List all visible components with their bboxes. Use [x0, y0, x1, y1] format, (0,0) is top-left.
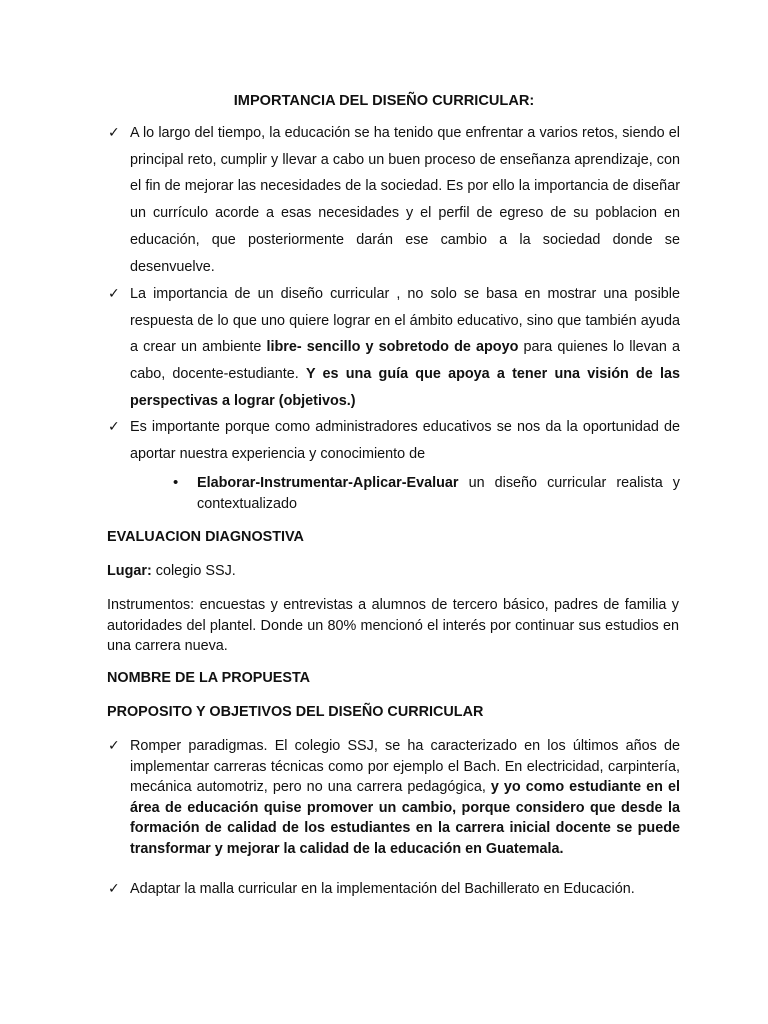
importance-item-2 — [108, 281, 680, 415]
place-label: Lugar: — [107, 563, 152, 579]
importance-item-1 — [108, 120, 680, 280]
importance-item-2-bold-b: Y es una guía que apoya a tener una visión de las perspectivas a lograr (objetivos.) — [130, 366, 680, 409]
checkmark-icon: ✓ — [108, 419, 120, 435]
importance-item-2-bold-a: libre- sencillo y sobretodo de apoyo — [266, 339, 519, 356]
importance-item-2-text-a: La importancia de un diseño curricular , no solo se basa en mostrar una posible respuesta de lo que uno quiere lograr en el ámbito educativo, sino que también ayuda a crear un ambiente — [130, 286, 680, 356]
place-value: colegio SSJ. — [151, 563, 236, 579]
checkmark-icon: ✓ — [108, 738, 120, 754]
diagnostic-heading: EVALUACION DIAGNOSTIVA — [107, 529, 304, 545]
checkmark-icon: ✓ — [108, 125, 120, 141]
importance-item-3 — [108, 414, 680, 467]
objective-item-2 — [108, 879, 680, 900]
place-line — [107, 561, 679, 582]
page-title: IMPORTANCIA DEL DISEÑO CURRICULAR: — [233, 93, 535, 109]
checkmark-icon: ✓ — [108, 286, 120, 302]
sub-bullet-bold: Elaborar-Instrumentar-Aplicar-Evaluar — [197, 475, 459, 491]
bullet-dot-icon: • — [173, 474, 179, 491]
objective-item-1-text: Romper paradigmas. El colegio SSJ, se ha caracterizado en los últimos años de implementar carreras técnicas como por ejemplo el Bach. En electricidad, carpintería, mecánica automotriz, pero no una carrera pedagógica, — [130, 738, 680, 795]
importance-item-2-text-b: para quienes lo llevan a cabo, docente-estudiante. — [130, 339, 680, 383]
checkmark-icon: ✓ — [108, 881, 120, 897]
objective-item-1-bold: y yo como estudiante en el área de educación quise promover un cambio, porque considero que desde la formación de calidad de los estudiantes en la carrera inicial docente se puede transformar y mejorar la calidad de la educación en Guatemala. — [130, 779, 680, 857]
proposal-heading: NOMBRE DE LA PROPUESTA — [107, 670, 311, 686]
importance-item-1-text: A lo largo del tiempo, la educación se ha tenido que enfrentar a varios retos, siendo el principal reto, cumplir y llevar a cabo un buen proceso de enseñanza aprendizaje, con el fin de mejorar las necesidades de la sociedad. Es por ello la importancia de diseñar un currículo acorde a esas necesidades y el perfil de egreso de su poblacion en educación, que posteriormente darán ese cambio a la sociedad donde se desenvuelve. — [130, 125, 680, 275]
importance-item-3-text: Es importante porque como administradores educativos se nos da la oportunidad de aportar nuestra experiencia y conocimiento de — [130, 419, 680, 462]
sub-bullet-text: un diseño curricular realista y contextualizado — [197, 475, 680, 512]
sub-bullet-item — [173, 473, 680, 514]
objective-item-2-text: Adaptar la malla curricular en la implementación del Bachillerato en Educación. — [130, 881, 635, 897]
instruments-paragraph: Instrumentos: encuestas y entrevistas a alumnos de tercero básico, padres de familia y autoridades del plantel. Donde un 80% mencionó el interés por continuar sus estudios en una carrera nueva. — [107, 597, 679, 654]
objective-item-1 — [108, 736, 680, 859]
objectives-heading: PROPOSITO Y OBJETIVOS DEL DISEÑO CURRICULAR — [107, 704, 484, 720]
